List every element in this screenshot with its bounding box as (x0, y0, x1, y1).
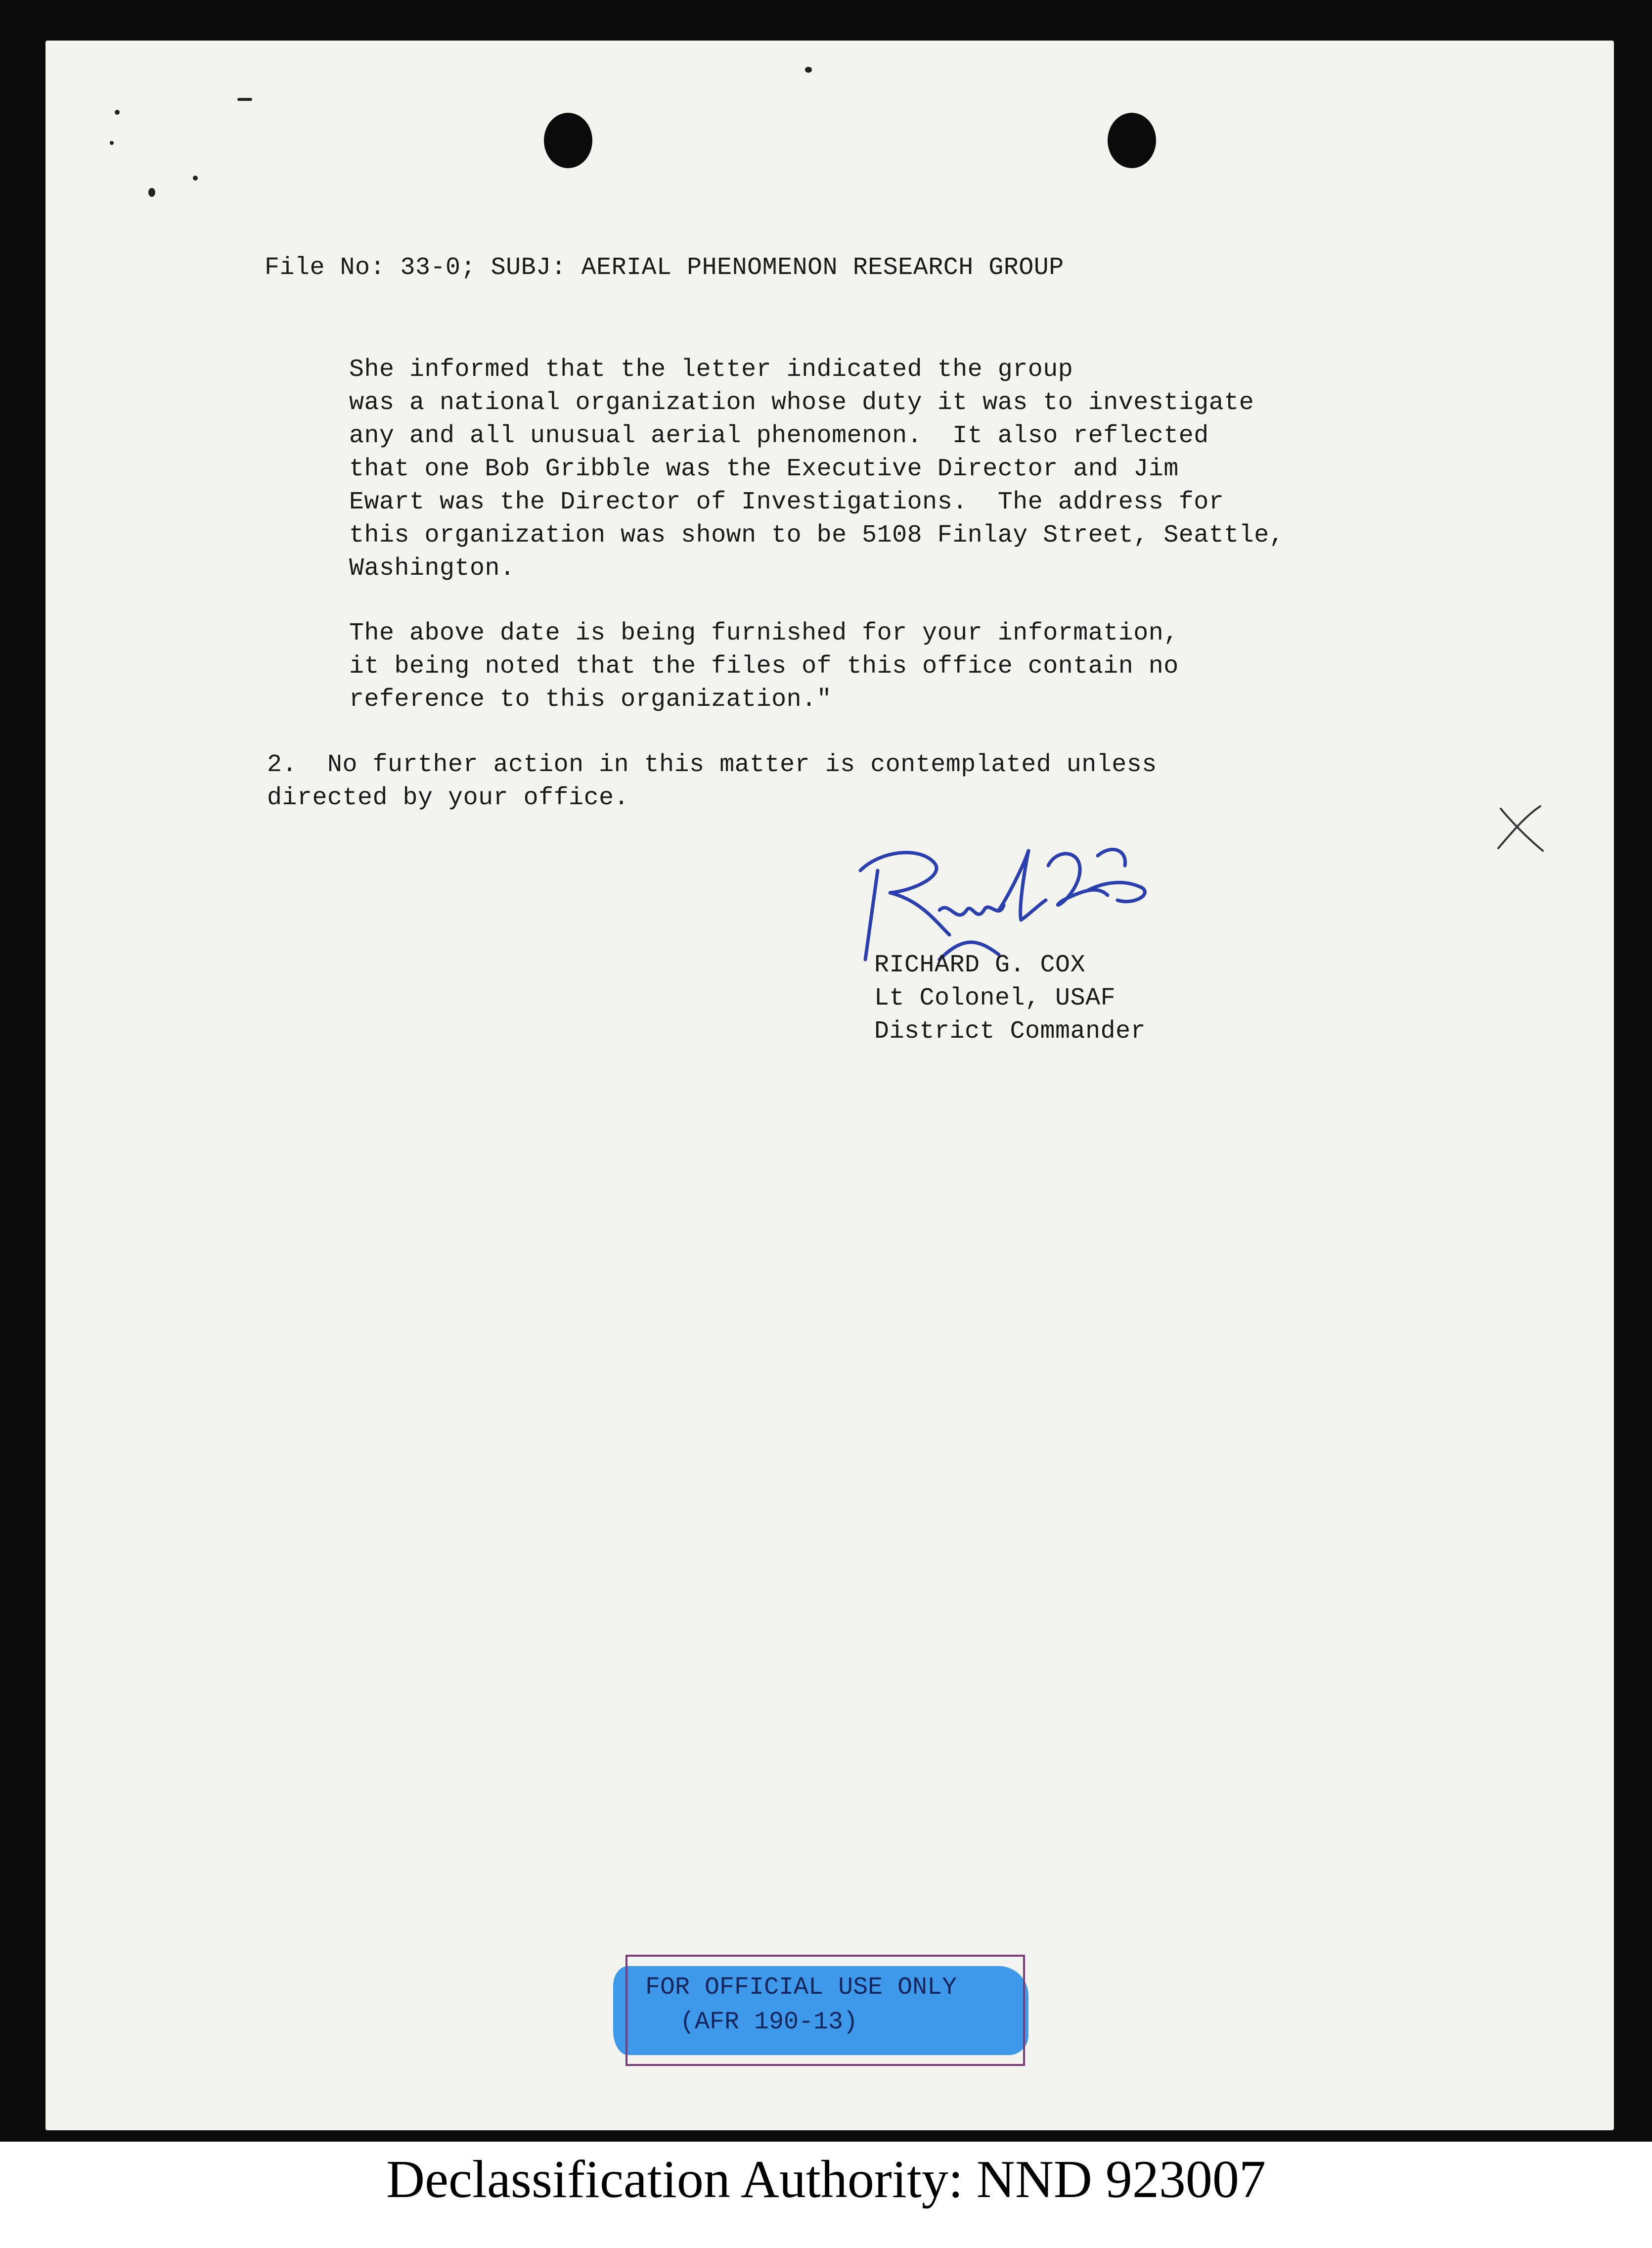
punch-hole-left (544, 113, 592, 168)
speck (237, 98, 252, 101)
signature-block (874, 949, 1146, 1048)
signer-rank: Lt Colonel, USAF (874, 984, 1116, 1012)
signer-title: District Commander (874, 1017, 1146, 1046)
stamp-line-1: FOR OFFICIAL USE ONLY (645, 1973, 957, 2002)
body-paragraph-2: The above date is being furnished for your information, it being noted that the files of this office contain no reference to this organization." (349, 619, 1179, 714)
speck (193, 176, 198, 181)
signer-name: RICHARD G. COX (874, 951, 1086, 979)
speck (805, 67, 812, 73)
speck (110, 141, 114, 145)
declassification-footer: Declassification Authority: NND 923007 (386, 2150, 1266, 2209)
body-paragraph-1: She informed that the letter indicated the group was a national organization whose duty it was to investigate any and all unusual aerial phenomenon. It also reflected that one Bob Gribble was the Executive Director and Jim Ewart was the Director of Investigations. The address for this organization was shown to be 5108 Finlay Street, Seattle, Washington. (349, 356, 1285, 583)
body-paragraph-3: 2. No further action in this matter is contemplated unless directed by your office. (267, 751, 1157, 812)
speck (148, 188, 155, 197)
punch-hole-right (1108, 113, 1156, 168)
speck (115, 110, 120, 115)
stamp-line-2: (AFR 190-13) (680, 2008, 858, 2036)
margin-x-mark (1491, 801, 1545, 856)
file-subject-line: File No: 33-0; SUBJ: AERIAL PHENOMENON RESEARCH GROUP (265, 254, 1064, 282)
